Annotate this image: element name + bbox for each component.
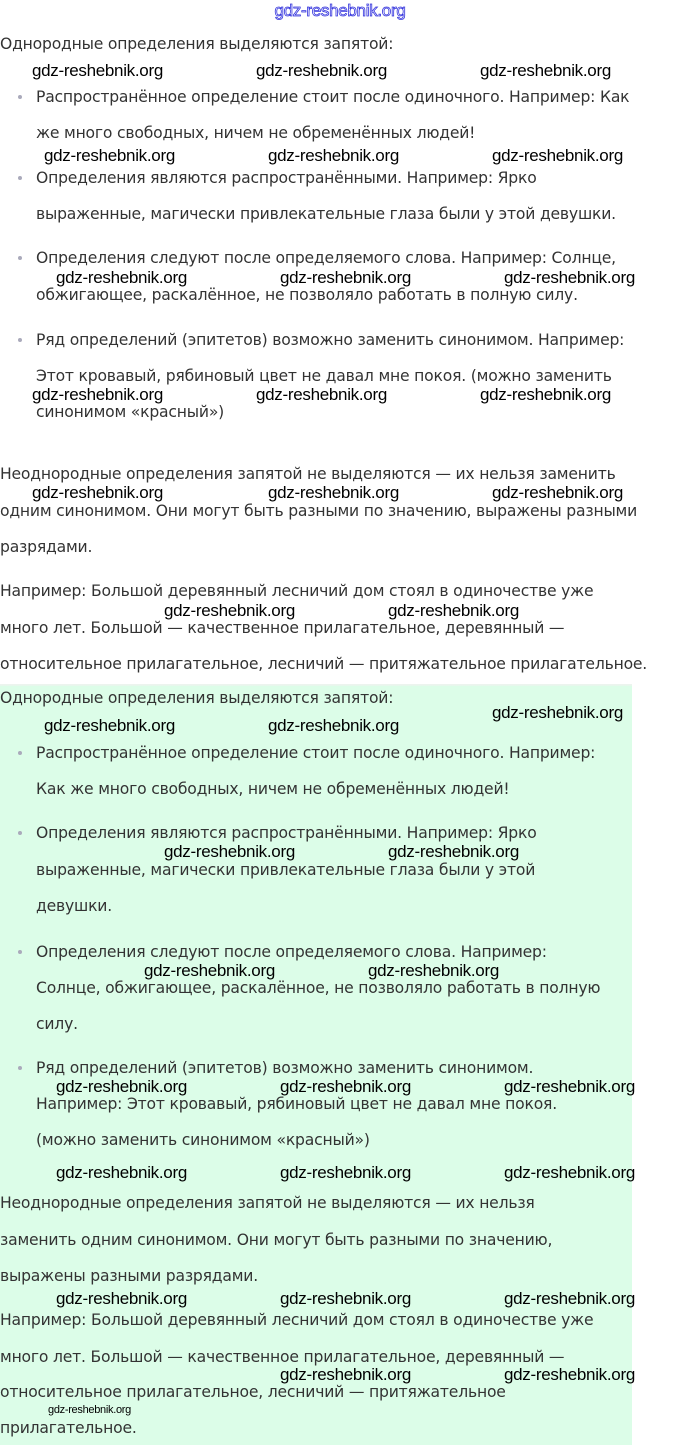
paragraph-line: заменить одним синонимом. Они могут быть разными по значению, <box>0 1231 553 1249</box>
watermark-text: gdz-reshebnik.org <box>268 483 399 502</box>
watermark-text: gdz-reshebnik.org <box>256 385 387 404</box>
paragraph-line: Неоднородные определения запятой не выделяются — их нельзя <box>0 1194 535 1212</box>
bullet-icon <box>18 256 22 260</box>
bullet-icon <box>18 831 22 835</box>
watermark-text: gdz-reshebnik.org <box>504 268 635 287</box>
watermark-text: gdz-reshebnik.org <box>32 483 163 502</box>
list-item-line: Распространённое определение стоит после одиночного. Например: <box>36 744 596 762</box>
watermark-text: gdz-reshebnik.org <box>56 1289 187 1308</box>
list-item-line: Определения являются распространёнными. Например: Ярко <box>36 824 537 842</box>
list-item-line: силу. <box>36 1015 78 1033</box>
watermark-text: gdz-reshebnik.org <box>56 1163 187 1182</box>
list-item-line: Этот кровавый, рябиновый цвет не давал мне покоя. (можно заменить <box>36 367 612 385</box>
paragraph-line: одним синонимом. Они могут быть разными по значению, выражены разными <box>0 502 638 520</box>
list-item-line: Определения следуют после определяемого слова. Например: <box>36 943 547 961</box>
watermark-text: gdz-reshebnik.org <box>44 716 175 735</box>
list-item-line: девушки. <box>36 897 112 915</box>
list-item-line: Как же много свободных, ничем не обременённых людей! <box>36 780 510 798</box>
watermark-text: gdz-reshebnik.org <box>280 1365 411 1384</box>
watermark-text: gdz-reshebnik.org <box>492 703 623 722</box>
paragraph-line: разрядами. <box>0 538 93 556</box>
bullet-icon <box>18 95 22 99</box>
bullet-icon <box>18 1066 22 1070</box>
list-item-line: же много свободных, ничем не обременённых людей! <box>36 124 476 142</box>
watermark-text: gdz-reshebnik.org <box>164 842 295 861</box>
list-item-line: Ряд определений (эпитетов) возможно заменить синонимом. <box>36 1059 534 1077</box>
paragraph-line: Например: Большой деревянный лесничий дом стоял в одиночестве уже <box>0 582 594 600</box>
watermark-text: gdz-reshebnik.org <box>56 268 187 287</box>
watermark-text: gdz-reshebnik.org <box>44 146 175 165</box>
watermark-text: gdz-reshebnik.org <box>388 842 519 861</box>
watermark-text: gdz-reshebnik.org <box>504 1163 635 1182</box>
list-item-line: выраженные, магически привлекательные глаза были у этой <box>36 861 536 879</box>
list-item-line: Определения являются распространёнными. Например: Ярко <box>36 169 537 187</box>
list-item-line: обжигающее, раскалённое, не позволяло работать в полную силу. <box>36 286 578 304</box>
watermark-text: gdz-reshebnik.org <box>504 1365 635 1384</box>
watermark-text: gdz-reshebnik.org <box>480 385 611 404</box>
watermark-text: gdz-reshebnik.org <box>268 716 399 735</box>
list-item-line: (можно заменить синонимом «красный») <box>36 1131 370 1149</box>
watermark-text: gdz-reshebnik.org <box>256 61 387 80</box>
watermark-text: gdz-reshebnik.org <box>56 1077 187 1096</box>
site-watermark-header: gdz-reshebnik.org <box>274 1 406 20</box>
paragraph-line: относительное прилагательное, лесничий — притяжательное <box>0 1383 506 1401</box>
watermark-text: gdz-reshebnik.org <box>280 1163 411 1182</box>
paragraph-line: много лет. Большой — качественное прилагательное, деревянный — <box>0 1348 565 1366</box>
bullet-icon <box>18 950 22 954</box>
watermark-text: gdz-reshebnik.org <box>480 61 611 80</box>
section-intro: Однородные определения выделяются запятой: <box>0 689 394 707</box>
watermark-text: gdz-reshebnik.org <box>280 1289 411 1308</box>
paragraph-line: много лет. Большой — качественное прилагательное, деревянный — <box>0 619 565 637</box>
paragraph-line: относительное прилагательное, лесничий — притяжательное прилагательное. <box>0 655 648 673</box>
list-item-line: Определения следуют после определяемого слова. Например: Солнце, <box>36 249 616 267</box>
watermark-text: gdz-reshebnik.org <box>32 385 163 404</box>
watermark-text: gdz-reshebnik.org <box>504 1077 635 1096</box>
paragraph-line: прилагательное. <box>0 1419 137 1437</box>
list-item-line: синонимом «красный») <box>36 403 225 421</box>
paragraph-line: Например: Большой деревянный лесничий дом стоял в одиночестве уже <box>0 1311 594 1329</box>
bullet-icon <box>18 176 22 180</box>
section-intro: Однородные определения выделяются запятой: <box>0 35 394 53</box>
watermark-text: gdz-reshebnik.org <box>280 268 411 287</box>
paragraph-line: выражены разными разрядами. <box>0 1267 258 1285</box>
watermark-text: gdz-reshebnik.org <box>32 61 163 80</box>
watermark-text: gdz-reshebnik.org <box>492 483 623 502</box>
list-item-line: Распространённое определение стоит после одиночного. Например: Как <box>36 88 630 106</box>
bullet-icon <box>18 338 22 342</box>
list-item-line: выраженные, магически привлекательные глаза были у этой девушки. <box>36 205 616 223</box>
watermark-text: gdz-reshebnik.org <box>504 1289 635 1308</box>
watermark-text: gdz-reshebnik.org <box>268 146 399 165</box>
watermark-text: gdz-reshebnik.org <box>144 961 275 980</box>
bullet-icon <box>18 751 22 755</box>
watermark-text: gdz-reshebnik.org <box>492 146 623 165</box>
watermark-text: gdz-reshebnik.org <box>164 601 295 620</box>
watermark-text: gdz-reshebnik.org <box>368 961 499 980</box>
watermark-text: gdz-reshebnik.org <box>280 1077 411 1096</box>
list-item-line: Солнце, обжигающее, раскалённое, не позволяло работать в полную <box>36 979 601 997</box>
watermark-text: gdz-reshebnik.org <box>48 1404 131 1416</box>
watermark-text: gdz-reshebnik.org <box>388 601 519 620</box>
list-item-line: Ряд определений (эпитетов) возможно заменить синонимом. Например: <box>36 331 625 349</box>
list-item-line: Например: Этот кровавый, рябиновый цвет не давал мне покоя. <box>36 1095 557 1113</box>
paragraph-line: Неоднородные определения запятой не выделяются — их нельзя заменить <box>0 465 616 483</box>
